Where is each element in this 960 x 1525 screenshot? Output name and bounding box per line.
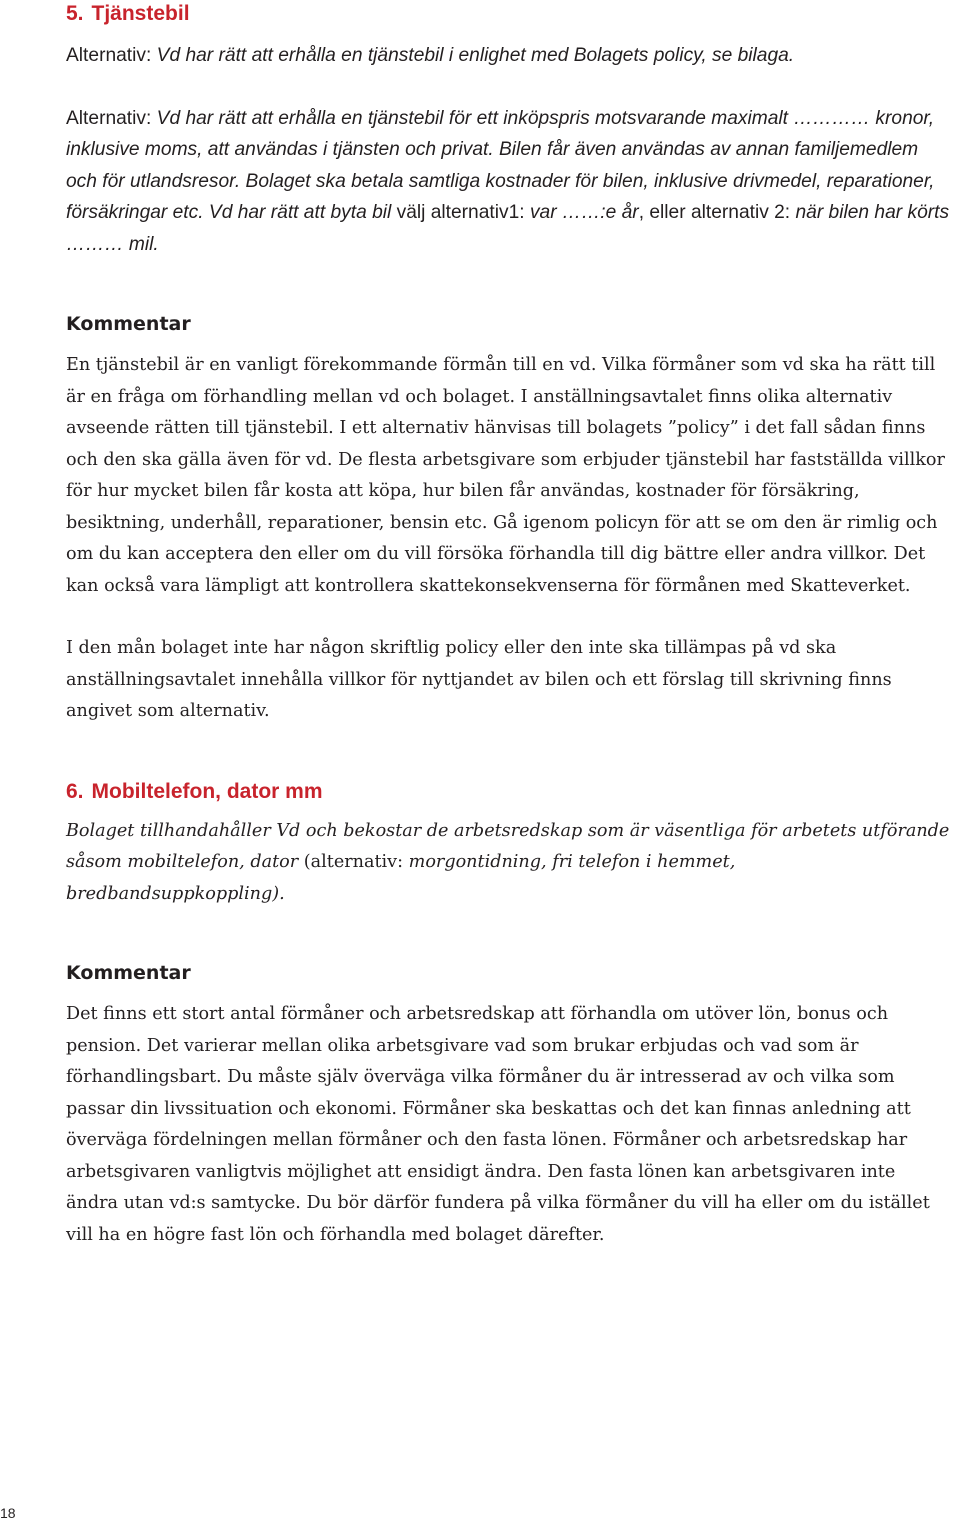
section-6-kommentar-heading: Kommentar bbox=[66, 962, 191, 984]
section-6-body-italic-a: Bolaget tillhandahåller Vd och bekostar de arbetsredskap som är väsentliga för arbetets utförande såsom mobiltelefon, dator bbox=[66, 820, 950, 872]
section-5-kommentar-paragraph-1: En tjänstebil är en vanligt förekommande förmån till en vd. Vilka förmåner som vd ska ha rätt till är en fråga om förhandling mellan vd och bolaget. I anställningsavtalet finns olika alternativ avseende rätten till tjänstebil. I ett alternativ hänvisas till bolagets ”policy” i det fall sådan finns och den ska gälla även för vd. De flesta arbetsgivare som erbjuder tjänstebil har fastställda villkor för hur mycket bilen får kosta att köpa, hur bilen får användas, kostnader för försäkring, besiktning, underhåll, reparationer, bensin etc. Gå igenom policyn för att se om den är rimlig och om du kan acceptera den eller om du vill försöka förhandla till dig bättre eller andra villkor. Det kan också vara lämpligt att kontrollera skattekonsekvenserna för förmånen med Skatteverket. bbox=[66, 355, 945, 596]
alternative-2-text-b: var ……:e år bbox=[529, 202, 639, 223]
section-5-title: Tjänstebil bbox=[91, 2, 190, 25]
section-6-body bbox=[66, 816, 952, 911]
document-page bbox=[66, 0, 952, 1251]
section-6-title: Mobiltelefon, dator mm bbox=[91, 779, 323, 803]
section-6-heading bbox=[66, 778, 952, 806]
alternative-label: Alternativ: bbox=[66, 107, 157, 129]
section-5-alternative-2 bbox=[66, 103, 952, 261]
section-5-kommentar-paragraph-2: I den mån bolaget inte har någon skriftlig policy eller den inte ska tillämpas på vd ska anställningsavtalet innehålla villkor för nyttjandet av bilen och ett förslag till skrivning finns angivet som alternativ. bbox=[66, 638, 892, 721]
alternative-2-plain-b: , eller alternativ 2: bbox=[638, 202, 796, 223]
alternative-1-text: Vd har rätt att erhålla en tjänstebil i enlighet med Bolagets policy, se bilaga. bbox=[156, 45, 795, 66]
page-number: 18 bbox=[0, 1505, 16, 1521]
alternative-2-plain-a: välj alternativ1: bbox=[391, 202, 530, 223]
section-6-body-italic-b: morgontidning, fri telefon i hemmet, bredbandsuppkoppling). bbox=[66, 852, 736, 904]
section-5-heading bbox=[66, 0, 952, 28]
alternative-label: Alternativ: bbox=[66, 45, 157, 66]
section-6-body-plain: (alternativ: bbox=[298, 852, 409, 872]
section-5-kommentar-heading: Kommentar bbox=[66, 313, 191, 335]
section-5-alternative-1 bbox=[66, 40, 952, 72]
alternative-2-text-c: när bilen har körts ……… mil. bbox=[66, 202, 950, 255]
section-6-kommentar-paragraph-1: Det finns ett stort antal förmåner och arbetsredskap att förhandla om utöver lön, bonus och pension. Det varierar mellan olika arbetsgivare vad som brukar erbjudas och vad som är förhandlingsbart. Du måste själv överväga vilka förmåner du är intresserad av och vilka som passar din livssituation och ekonomi. Förmåner ska beskattas och det kan finnas anledning att överväga fördelningen mellan förmåner och den fasta lönen. Förmåner och arbetsredskap har arbetsgivaren vanligtvis möjlighet att ensidigt ändra. Den fasta lönen kan arbetsgivaren inte ändra utan vd:s samtycke. Du bör därför fundera på vilka förmåner du vill ha eller om du istället vill ha en högre fast lön och förhandla med bolaget därefter. bbox=[66, 1004, 930, 1245]
section-5-number: 5. bbox=[66, 2, 84, 25]
alternative-2-text-a: Vd har rätt att erhålla en tjänstebil för ett inköpspris motsvarande maximalt ………… kronor, inklusive moms, att användas i tjänsten och privat. Bilen får även användas av annan familjemedlem och för utlandsresor. Bolaget ska betala samtliga kostnader för bilen, inklusive drivmedel, reparationer, försäkringar etc. Vd har rätt att byta bil bbox=[66, 107, 935, 223]
section-6-number: 6. bbox=[66, 779, 84, 803]
